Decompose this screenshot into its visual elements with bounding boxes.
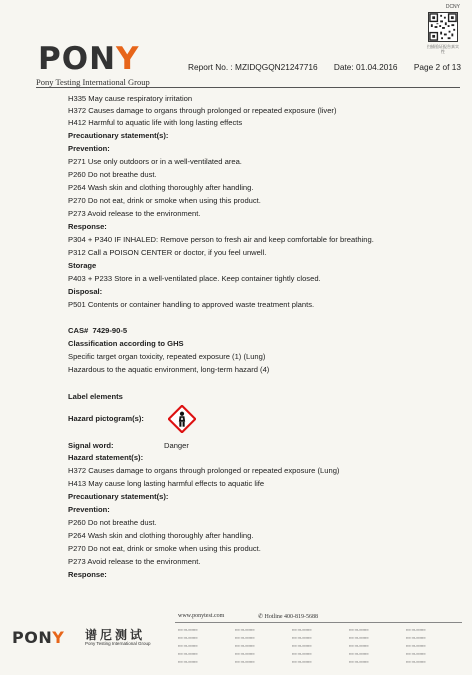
storage-statement: P403 + P233 Store in a well-ventilated place. Keep container tightly closed. bbox=[68, 274, 321, 283]
footer-branch-contacts: ▪▪▪▪ ▪▪▪-▪▪▪▪▪▪▪▪ ▪▪▪▪ ▪▪▪-▪▪▪▪▪▪▪▪ ▪▪▪▪ ▪▪▪-▪▪▪▪▪▪▪▪ ▪▪▪▪ ▪▪▪-▪▪▪▪▪▪▪▪ ▪▪▪▪ ▪▪▪-▪▪▪▪▪▪▪▪ ▪▪▪▪ ▪▪▪-▪▪▪▪▪▪▪▪ ▪▪▪▪ ▪▪▪-▪▪▪▪▪▪▪▪ ▪▪▪▪ ▪▪▪-▪▪▪▪▪▪▪▪ ▪▪▪▪ ▪▪▪-▪▪▪▪▪▪▪▪ ▪▪▪▪ ▪▪▪-▪▪▪▪▪▪▪▪ ▪▪▪▪ ▪▪▪-▪▪▪▪▪▪▪▪ ▪▪▪▪ ▪▪▪-▪▪▪▪▪▪▪▪ ▪▪▪▪ ▪▪▪-▪▪▪▪▪▪▪▪ ▪▪▪▪ ▪▪▪-▪▪▪▪▪▪▪▪ ▪▪▪▪ ▪▪▪-▪▪▪▪▪▪▪▪ ▪▪▪▪ ▪▪▪-▪▪▪▪▪▪▪▪ ▪▪▪▪ ▪▪▪-▪▪▪▪▪▪▪▪ ▪▪▪▪ ▪▪▪-▪▪▪▪▪▪▪▪ ▪▪▪▪ ▪▪▪-▪▪▪▪▪▪▪▪ ▪▪▪▪ ▪▪▪-▪▪▪▪▪▪▪▪ ▪▪▪▪ ▪▪▪-▪▪▪▪▪▪▪▪ ▪▪▪▪ ▪▪▪-▪▪▪▪▪▪▪▪ ▪▪▪▪ ▪▪▪-▪▪▪▪▪▪▪▪ ▪▪▪▪ ▪▪▪-▪▪▪▪▪▪▪▪ ▪▪▪▪ ▪▪▪-▪▪▪▪▪▪▪▪ bbox=[178, 628, 426, 664]
cas-number: 7429-90-5 bbox=[92, 326, 128, 335]
hazard-statement: H372 Causes damage to organs through prolonged or repeated exposure (Lung) bbox=[68, 466, 340, 475]
prevention-statement: P273 Avoid release to the environment. bbox=[68, 209, 201, 218]
hazard-statement: H335 May cause respiratory irritation bbox=[68, 94, 193, 103]
header-divider bbox=[36, 87, 460, 88]
precautionary-heading: Precautionary statement(s): bbox=[68, 492, 169, 501]
qr-label: DCNY bbox=[445, 4, 460, 10]
qr-caption: 扫描验证报告真实性 bbox=[427, 44, 459, 54]
hazard-statement: H412 Harmful to aquatic life with long lasting effects bbox=[68, 118, 243, 127]
footer-cn-subtitle: Pony Testing International Group bbox=[85, 641, 151, 646]
prevention-statement: P270 Do not eat, drink or smoke when using this product. bbox=[68, 196, 261, 205]
hazard-statement: H413 May cause long lasting harmful effects to aquatic life bbox=[68, 479, 265, 488]
signal-word-label: Signal word: bbox=[68, 441, 114, 450]
signal-word-row bbox=[68, 441, 189, 450]
footer-cn-name: 谱尼测试 bbox=[85, 628, 146, 642]
prevention-statement: P264 Wash skin and clothing thoroughly after handling. bbox=[68, 531, 254, 540]
hazard-heading: Hazard statement(s): bbox=[68, 453, 144, 462]
logo-text-accent: Y bbox=[116, 41, 140, 77]
prevention-statement: P270 Do not eat, drink or smoke when using this product. bbox=[68, 544, 261, 553]
classification-statement: Hazardous to the aquatic environment, long-term hazard (4) bbox=[68, 365, 270, 374]
page-number: Page 2 of 13 bbox=[413, 62, 461, 72]
prevention-statement: P273 Avoid release to the environment. bbox=[68, 557, 201, 566]
prevention-statement: P271 Use only outdoors or in a well-ventilated area. bbox=[68, 157, 242, 166]
storage-heading: Storage bbox=[68, 261, 97, 270]
prevention-heading: Prevention: bbox=[68, 144, 110, 153]
footer-divider bbox=[175, 622, 462, 623]
hazard-statement: H372 Causes damage to organs through prolonged or repeated exposure (liver) bbox=[68, 106, 337, 115]
footer-hotline bbox=[258, 613, 318, 620]
classification-heading: Classification according to GHS bbox=[68, 339, 184, 348]
signal-word-value: Danger bbox=[164, 441, 189, 450]
footer-hotline-text: Hotline 400-819-5688 bbox=[264, 614, 319, 620]
footer-logo-main: PON bbox=[12, 628, 53, 647]
footer-logo-accent: Y bbox=[52, 628, 65, 647]
cas-label: CAS# bbox=[68, 326, 89, 335]
precautionary-heading: Precautionary statement(s): bbox=[68, 131, 169, 140]
phone-icon: ✆ bbox=[258, 614, 264, 620]
footer-logo bbox=[12, 628, 64, 647]
pictogram-label: Hazard pictogram(s): bbox=[68, 414, 144, 423]
disposal-heading: Disposal: bbox=[68, 287, 103, 296]
prevention-statement: P264 Wash skin and clothing thoroughly after handling. bbox=[68, 183, 254, 192]
logo-subtitle: Pony Testing International Group bbox=[36, 77, 150, 87]
label-elements-heading: Label elements bbox=[68, 392, 123, 401]
report-number: Report No. : MZIDQGQN21247716 bbox=[188, 62, 318, 72]
disposal-statement: P501 Contents or container handling to approved waste treatment plants. bbox=[68, 300, 315, 309]
footer-website: www.ponytest.com bbox=[178, 613, 225, 619]
pony-logo bbox=[38, 42, 139, 76]
prevention-statement: P260 Do not breathe dust. bbox=[68, 170, 157, 179]
response-heading: Response: bbox=[68, 222, 107, 231]
health-hazard-icon bbox=[168, 405, 196, 433]
response-heading: Response: bbox=[68, 570, 107, 579]
report-date: Date: 01.04.2016 bbox=[333, 62, 398, 72]
classification-statement: Specific target organ toxicity, repeated exposure (1) (Lung) bbox=[68, 352, 266, 361]
qr-code-icon bbox=[428, 12, 458, 42]
prevention-heading: Prevention: bbox=[68, 505, 110, 514]
report-info bbox=[188, 62, 461, 72]
prevention-statement: P260 Do not breathe dust. bbox=[68, 518, 157, 527]
response-statement: P312 Call a POISON CENTER or doctor, if you feel unwell. bbox=[68, 248, 267, 257]
cas-line bbox=[68, 326, 127, 336]
logo-text-main: PON bbox=[38, 41, 117, 77]
response-statement: P304 + P340 IF INHALED: Remove person to fresh air and keep comfortable for breathing. bbox=[68, 235, 374, 244]
